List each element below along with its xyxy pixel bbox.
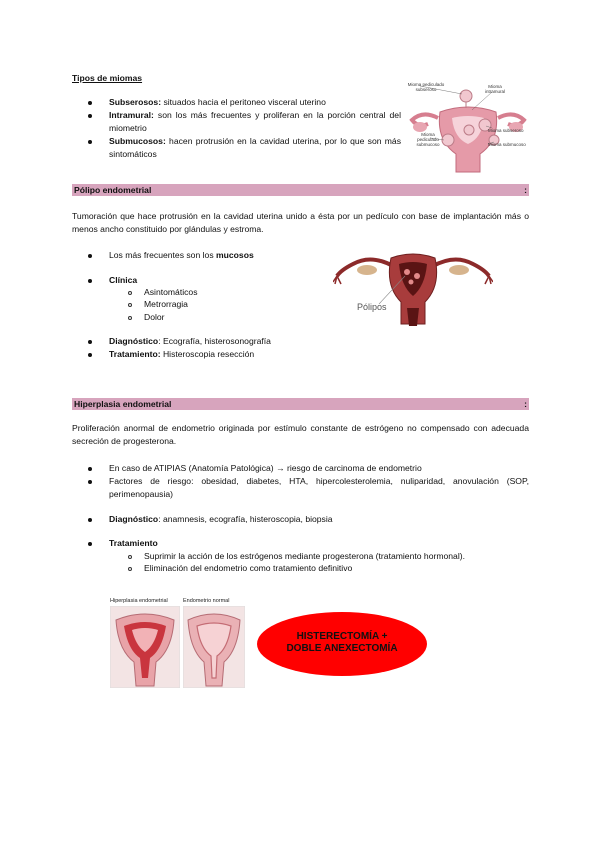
list-item: Factores de riesgo: obesidad, diabetes, HTA, hipercolesterolemia, nuliparidad, anovulación (SOP, perimenopausia) bbox=[109, 476, 529, 499]
section-title-miomas: Tipos de miomas bbox=[72, 73, 143, 83]
figure-label: Mioma pediculado submucoso bbox=[416, 132, 440, 147]
bullet bbox=[88, 467, 92, 471]
sub-bullet bbox=[128, 316, 132, 320]
sub-bullet bbox=[128, 555, 132, 559]
sub-bullet bbox=[128, 303, 132, 307]
section-header-colon: : bbox=[524, 399, 527, 409]
sub-item: Asintomáticos bbox=[144, 287, 198, 297]
image-label: Hiperplasia endometrial bbox=[110, 598, 168, 604]
bullet bbox=[88, 140, 92, 144]
section-header-polipo bbox=[72, 184, 529, 196]
bullet bbox=[88, 114, 92, 118]
list-item bbox=[109, 96, 399, 109]
list-item bbox=[109, 335, 271, 348]
term: mucosos bbox=[216, 250, 254, 260]
sub-item: Metrorragia bbox=[144, 299, 188, 309]
list-item bbox=[109, 135, 401, 160]
bullet bbox=[88, 518, 92, 522]
sub-item: Eliminación del endometrio como tratamiento definitivo bbox=[144, 563, 353, 573]
bullet bbox=[88, 542, 92, 546]
list-item bbox=[109, 249, 254, 262]
sub-bullet bbox=[128, 567, 132, 571]
list-item bbox=[109, 109, 401, 134]
normal-endometrium-image bbox=[183, 598, 245, 690]
hiperplasia-intro: Proliferación anormal de endometrio originada por estímulo constante de estrógeno no compensado con adecuada secreción de progesterona. bbox=[72, 423, 529, 446]
bullet bbox=[88, 254, 92, 258]
bullet bbox=[88, 101, 92, 105]
term: Diagnóstico bbox=[109, 514, 159, 524]
callout-line-1: HISTERECTOMÍA + bbox=[296, 631, 388, 642]
uterus-myoma-figure bbox=[408, 80, 528, 176]
item-text: : Ecografía, histerosonografía bbox=[158, 336, 271, 346]
treatment-callout bbox=[256, 611, 428, 677]
figure-label: Mioma pediculado subseroso bbox=[407, 82, 445, 92]
figure-label: Mioma subseroso bbox=[488, 128, 524, 133]
sub-item: Dolor bbox=[144, 312, 165, 322]
item-text: Los más frecuentes son los bbox=[109, 250, 216, 260]
figure-label: Pólipos bbox=[357, 302, 387, 312]
section-header-title: Pólipo endometrial bbox=[74, 185, 152, 195]
list-item bbox=[109, 348, 254, 361]
figure-label: Mioma submucoso bbox=[488, 142, 526, 147]
tratamiento-label: Tratamiento bbox=[109, 538, 158, 548]
sub-bullet bbox=[128, 291, 132, 295]
term: Tratamiento: bbox=[109, 349, 161, 359]
term: Diagnóstico bbox=[109, 336, 159, 346]
clinica-label: Clínica bbox=[109, 275, 138, 285]
section-header-colon: : bbox=[524, 185, 527, 195]
item-text: hacen protrusión en la cavidad uterina, por lo que son más sintomáticos bbox=[109, 136, 401, 159]
polipo-intro: Tumoración que hace protrusión en la cavidad uterina unido a ésta por un pedículo con base de implantación más o menos ancho constituido por glándulas y estroma. bbox=[72, 211, 529, 234]
item-text: Histeroscopia resección bbox=[160, 349, 255, 359]
hyperplasia-image bbox=[110, 598, 180, 690]
bullet bbox=[88, 353, 92, 357]
term: Submucosos: bbox=[109, 136, 166, 146]
item-text: situados hacia el peritoneo visceral uterino bbox=[161, 97, 326, 107]
term: Subserosos: bbox=[109, 97, 162, 107]
item-text: : anamnesis, ecografía, histeroscopia, biopsia bbox=[158, 514, 333, 524]
callout-line-2: DOBLE ANEXECTOMÍA bbox=[286, 643, 398, 654]
bullet bbox=[88, 279, 92, 283]
item-text: son los más frecuentes y proliferan en la porción central del miometrio bbox=[109, 110, 401, 133]
bullet bbox=[88, 340, 92, 344]
image-label: Endometrio normal bbox=[183, 598, 230, 604]
figure-label: Mioma intramural bbox=[484, 84, 505, 94]
list-item: En caso de ATIPIAS (Anatomía Patológica) → riesgo de carcinoma de endometrio bbox=[109, 463, 422, 473]
uterus-polyps-figure bbox=[333, 246, 493, 332]
term: Intramural: bbox=[109, 110, 154, 120]
bullet bbox=[88, 480, 92, 484]
section-header-title: Hiperplasia endometrial bbox=[74, 399, 172, 409]
sub-item: Suprimir la acción de los estrógenos mediante progesterona (tratamiento hormonal). bbox=[144, 551, 465, 561]
list-item bbox=[109, 513, 333, 526]
section-header-hiperplasia bbox=[72, 398, 529, 410]
